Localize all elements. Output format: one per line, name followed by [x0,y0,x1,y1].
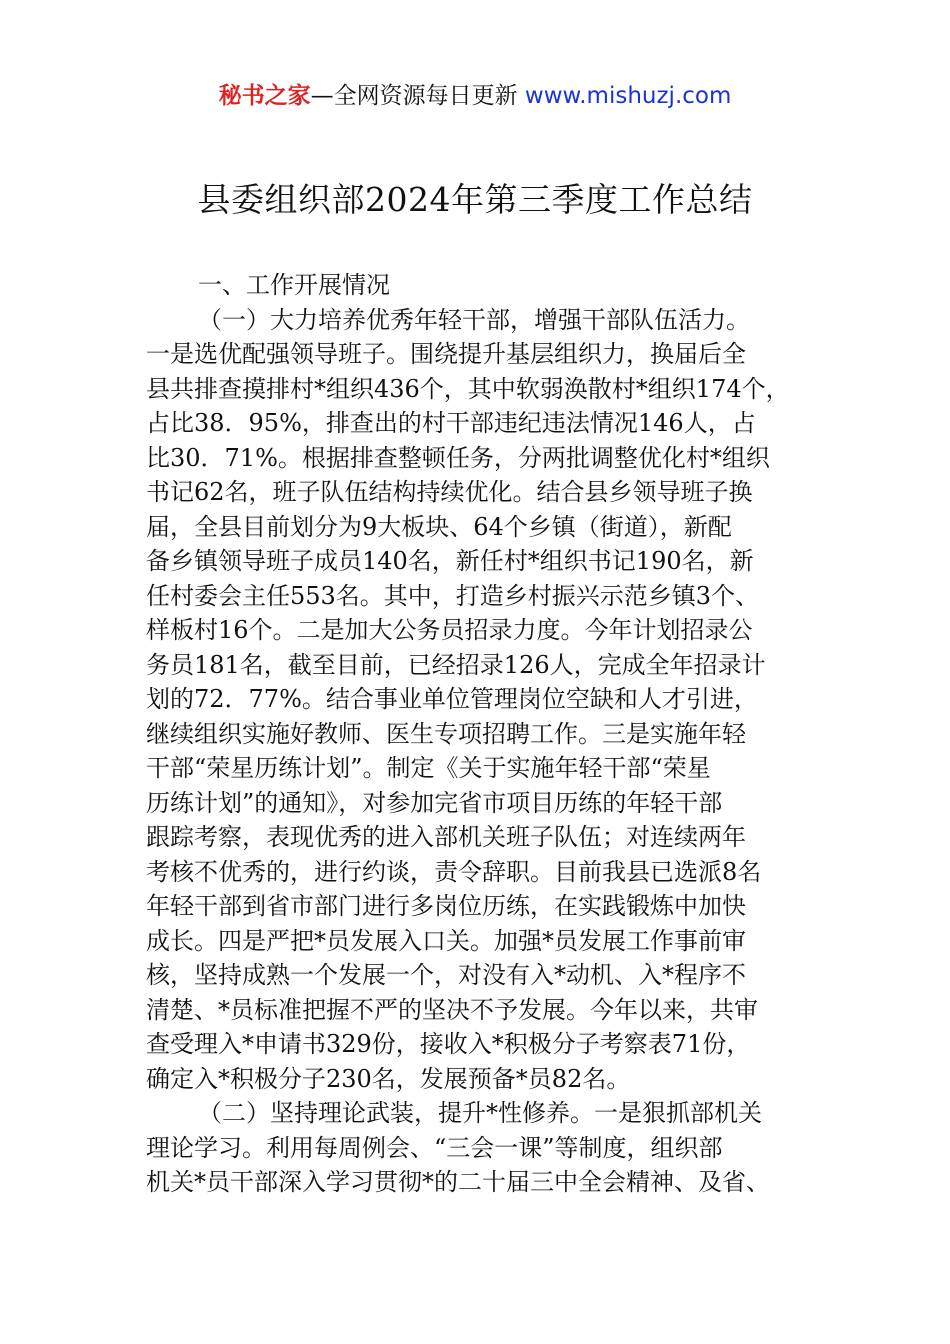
site-brand: 秘书之家 [218,83,311,109]
body-line: 一是选优配强领导班子。围绕提升基层组织力，换届后全 [146,340,746,368]
body-line: 核，坚持成熟一个发展一个，对没有入*动机、入*程序不 [146,961,746,989]
body-line: 干部“荣星历练计划”。制定《关于实施年轻干部“荣星 [146,754,711,782]
site-header [0,80,950,112]
body-line: 书记62名，班子队伍结构持续优化。结合县乡领导班子换 [146,478,753,506]
body-line: 历练计划”的通知》，对参加完省市项目历练的年轻干部 [146,788,723,817]
body-line: 占比38．95%，排查出的村干部违纪违法情况146人，占 [146,409,756,437]
body-line: 清楚、*员标准把握不严的坚决不予发展。今年以来，共审 [146,995,758,1024]
body-line: 任村委会主任553名。其中，打造乡村振兴示范乡镇3个、 [146,581,760,610]
body-line: 届，全县目前划分为9大板块、64个乡镇（街道），新配 [146,512,732,541]
body-line: 务员181名，截至目前，已经招录126人，完成全年招录计 [146,650,766,679]
body-line: 考核不优秀的，进行约谈，责令辞职。目前我县已选派8名 [146,857,762,886]
body-line: 跟踪考察，表现优秀的进入部机关班子队伍；对连续两年 [146,823,746,851]
body-line: 理论学习。利用每周例会、“三会一课”等制度，组织部 [146,1133,723,1162]
body-line: 备乡镇领导班子成员140名，新任村*组织书记190名，新 [146,547,754,575]
body-line: 查受理入*申请书329份，接收入*积极分子考察表71份， [146,1030,751,1058]
site-tagline: —全网资源每日更新 [310,83,518,109]
body-line: 样板村16个。二是加大公务员招录力度。今年计划招录公 [146,616,753,644]
site-url-link[interactable]: www.mishuzj.com [524,83,732,109]
subsection-heading: （一）大力培养优秀年轻干部，增强干部队伍活力。 [198,305,750,334]
body-line: 确定入*积极分子230名，发展预备*员82名。 [146,1064,631,1093]
body-line: 划的72．77%。结合事业单位管理岗位空缺和人才引进， [146,685,758,713]
body-line: 继续组织实施好教师、医生专项招聘工作。三是实施年轻 [146,719,746,748]
body-line: 成长。四是严把*员发展入口关。加强*员发展工作事前审 [146,926,746,955]
document-body [146,268,818,1200]
subsection-heading: （二）坚持理论武装，提升*性修养。一是狠抓部机关 [198,1099,762,1127]
section-heading: 一、工作开展情况 [198,271,390,299]
body-line: 比30．71%。根据排查整顿任务，分两批调整优化村*组织 [146,443,770,472]
body-line: 年轻干部到省市部门进行多岗位历练，在实践锻炼中加快 [146,892,746,920]
document-title: 县委组织部2024年第三季度工作总结 [197,180,753,219]
body-line: 机关*员干部深入学习贯彻*的二十届三中全会精神、及省、 [146,1168,770,1196]
body-line: 县共排查摸排村*组织436个，其中软弱涣散村*组织174个， [146,374,790,403]
